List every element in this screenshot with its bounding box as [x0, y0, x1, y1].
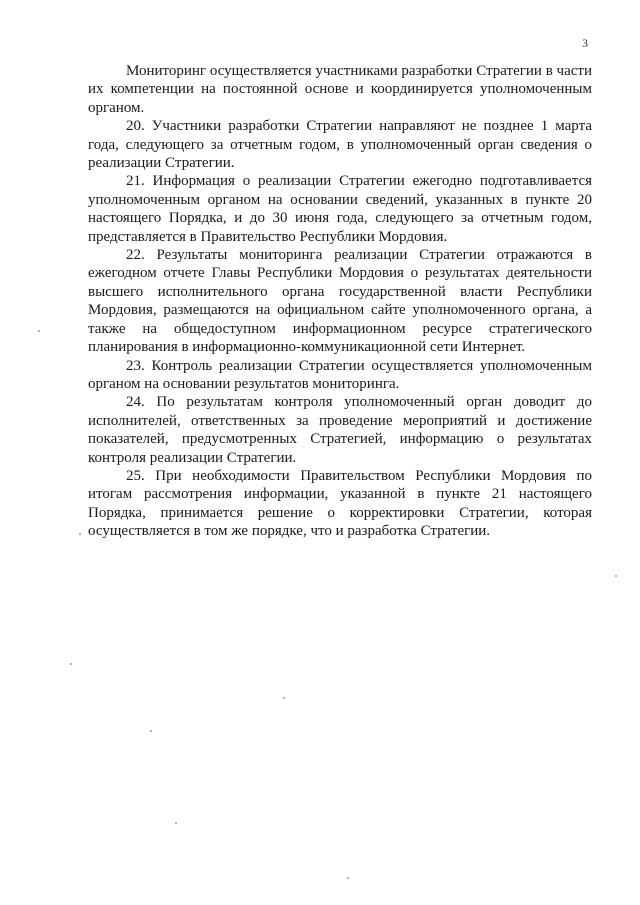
scan-speck — [38, 330, 40, 332]
paragraph-22: 22. Результаты мониторинга реализации Стратегии отражаются в ежегодном отчете Главы Республики Мордовия о результатах деятельности высшего исполнительного органа государственной власти Республики Мордовия, размещаются на официальном сайте уполномоченного органа, а также на общедоступном информационном ресурсе стратегического планирования в информационно-коммуникационной сети Интернет. — [88, 247, 592, 356]
paragraph-23: 23. Контроль реализации Стратегии осуществляется уполномоченным органом на основании результатов мониторинга. — [88, 357, 592, 392]
scan-speck — [615, 575, 617, 577]
scan-speck — [283, 697, 285, 699]
document-body — [88, 62, 592, 541]
scan-speck — [175, 822, 177, 824]
page-number: 3 — [582, 36, 588, 50]
paragraph-20: 20. Участники разработки Стратегии направляют не позднее 1 марта года, следующего за отчетным годом, в уполномоченный орган сведения о реализации Стратегии. — [88, 118, 592, 172]
scan-speck — [150, 730, 152, 732]
paragraph-25: 25. При необходимости Правительством Республики Мордовия по итогам рассмотрения информации, указанной в пункте 21 настоящего Порядка, принимается решение о корректировки Стратегии, которая осуществляется в том же порядке, что и разработка Стратегии. — [88, 467, 592, 540]
paragraph-24: 24. По результатам контроля уполномоченный орган доводит до исполнителей, ответственных за проведение мероприятий и достижение показателей, предусмотренных Стратегией, информацию о результатах контроля реализации Стратегии. — [88, 394, 592, 466]
paragraph-21: 21. Информация о реализации Стратегии ежегодно подготавливается уполномоченным органом на основании сведений, указанных в пункте 20 настоящего Порядка, и до 30 июня года, следующего за отчетным годом, представляется в Правительство Республики Мордовия. — [88, 173, 592, 245]
paragraph-monitoring: Мониторинг осуществляется участниками разработки Стратегии в части их компетенции на постоянной основе и координируется уполномоченным органом. — [88, 63, 592, 116]
scan-speck — [70, 663, 72, 665]
scan-speck — [79, 533, 81, 535]
scan-speck — [347, 877, 349, 879]
